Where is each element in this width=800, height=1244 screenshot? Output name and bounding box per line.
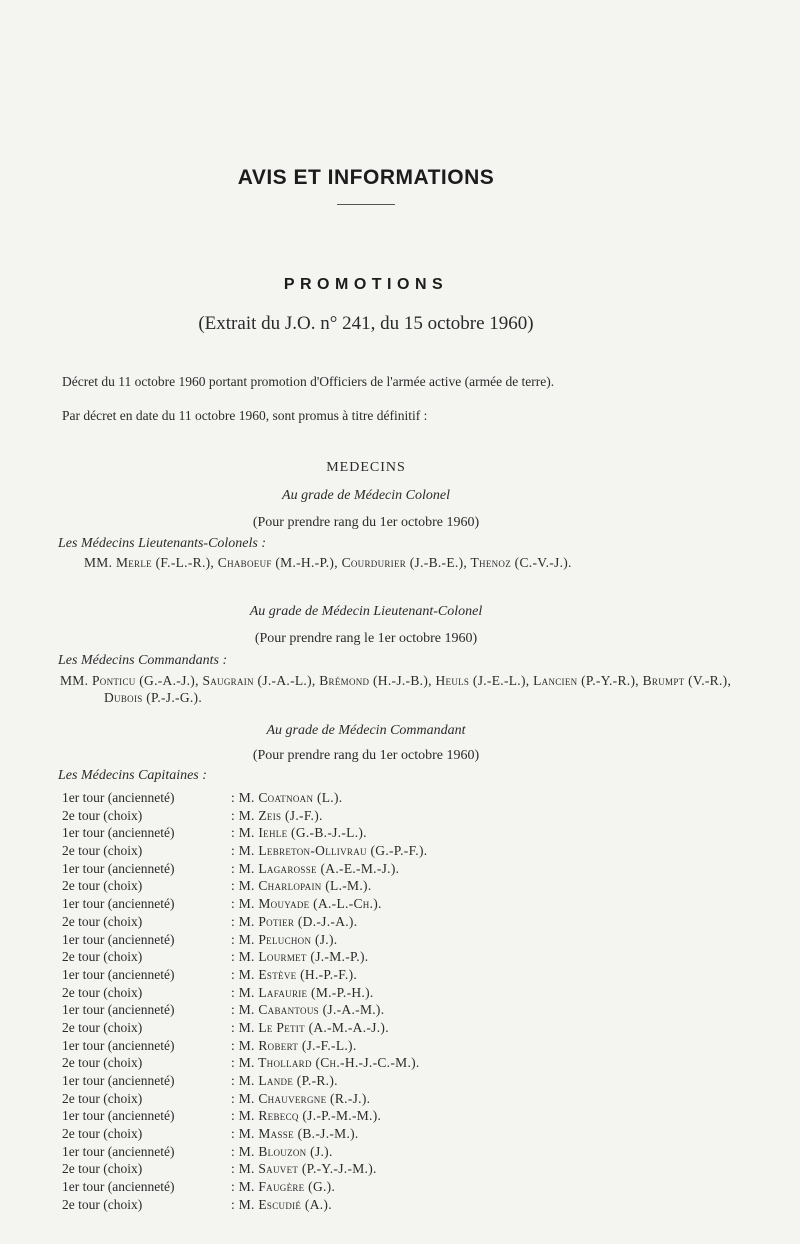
promoted-name: : M. Potier (D.-J.-A.).	[231, 913, 358, 929]
promoted-name: : M. Faugère (G.).	[231, 1179, 336, 1195]
tour-label: 1er tour (ancienneté)	[62, 1073, 175, 1088]
rank-date: (Pour prendre rang le 1er octobre 1960)	[254, 631, 478, 646]
promoted-name: : M. Sauvet (P.-Y.-J.-M.).	[231, 1161, 377, 1177]
promotion-row	[62, 966, 427, 984]
tour-label: 1er tour (ancienneté)	[62, 1108, 175, 1124]
tour-label: 2e tour (choix)	[62, 1019, 143, 1035]
tour-label: 1er tour (ancienneté)	[62, 1143, 175, 1159]
promotion-list	[62, 789, 427, 1214]
promoted-name: : M. Robert (J.-F.-L.).	[231, 1037, 357, 1053]
rank-date: (Pour prendre rang du 1er octobre 1960)	[252, 748, 480, 763]
promotion-row	[62, 1001, 427, 1019]
promotion-row	[62, 1160, 427, 1178]
grade-heading: Au grade de Médecin Colonel	[282, 488, 450, 503]
promotion-row	[62, 842, 427, 860]
promotion-row	[62, 1178, 427, 1196]
promoted-name: : M. Peluchon (J.).	[231, 931, 338, 947]
tour-label: 2e tour (choix)	[62, 1196, 143, 1212]
promoted-name: : M. Lande (P.-R.).	[231, 1073, 338, 1088]
promotion-row	[62, 807, 427, 825]
title-divider	[337, 204, 395, 205]
promoted-name: : M. Chauvergne (R.-J.).	[231, 1090, 371, 1106]
tour-label: 1er tour (ancienneté)	[62, 1002, 175, 1018]
promoted-name: : M. Cabantous (J.-A.-M.).	[231, 1002, 385, 1018]
tour-label: 1er tour (ancienneté)	[62, 931, 175, 947]
promoted-name: : M. Lebreton-Ollivrau (G.-P.-F.).	[231, 843, 428, 859]
promoted-name: : M. Lafaurie (M.-P.-H.).	[231, 984, 374, 1000]
decree-statement: Par décret en date du 11 octobre 1960, sont promus à titre définitif :	[62, 408, 428, 423]
promotion-row	[62, 1125, 427, 1143]
promotion-row	[62, 824, 427, 842]
promotion-row	[62, 948, 427, 966]
promoted-names: MM. Ponticu (G.-A.-J.), Saugrain (J.-A.-L.), Brémond (H.-J.-B.), Heuls (J.-E.-L.), Lancien (P.-Y.-R.), Brumpt (V.-R.), Dubois (P.-J.-G.).	[60, 673, 732, 705]
promotion-row	[62, 1019, 427, 1037]
tour-label: 2e tour (choix)	[62, 984, 143, 1000]
promoted-name: : M. Thollard (Ch.-H.-J.-C.-M.).	[231, 1055, 420, 1071]
promotion-row	[62, 895, 427, 913]
tour-label: 2e tour (choix)	[62, 913, 143, 929]
promotion-row	[62, 931, 427, 949]
promoted-name: : M. Masse (B.-J.-M.).	[231, 1126, 359, 1142]
promotion-row	[62, 984, 427, 1002]
group-label: Les Médecins Commandants :	[58, 653, 228, 668]
promotion-row	[62, 860, 427, 878]
page-title: AVIS ET INFORMATIONS	[237, 166, 495, 189]
promoted-name: : M. Le Petit (A.-M.-A.-J.).	[231, 1019, 389, 1035]
rank-date: (Pour prendre rang du 1er octobre 1960)	[252, 515, 480, 530]
promotion-row	[62, 1037, 427, 1055]
promoted-name: : M. Zeis (J.-F.).	[231, 807, 323, 823]
tour-label: 2e tour (choix)	[62, 1161, 143, 1177]
promoted-name: : M. Blouzon (J.).	[231, 1143, 333, 1159]
group-label: Les Médecins Capitaines :	[58, 768, 207, 783]
tour-label: 1er tour (ancienneté)	[62, 860, 175, 876]
tour-label: 1er tour (ancienneté)	[62, 1179, 175, 1195]
promotion-row	[62, 913, 427, 931]
promoted-name: : M. Estève (H.-P.-F.).	[231, 966, 358, 982]
tour-label: 2e tour (choix)	[62, 878, 143, 894]
promoted-names: MM. Merle (F.-L.-R.), Chaboeuf (M.-H.-P.), Courdurier (J.-B.-E.), Thenoz (C.-V.-J.).	[84, 555, 572, 570]
promotion-row	[62, 789, 427, 807]
promoted-name: : M. Mouyade (A.-L.-Ch.).	[231, 896, 382, 912]
promotion-row	[62, 1107, 427, 1125]
promotion-row	[62, 1143, 427, 1161]
promotion-row	[62, 877, 427, 895]
promoted-name: : M. Iehle (G.-B.-J.-L.).	[231, 825, 367, 841]
tour-label: 1er tour (ancienneté)	[62, 966, 175, 982]
promoted-name: : M. Escudié (A.).	[231, 1196, 332, 1212]
tour-label: 1er tour (ancienneté)	[62, 790, 175, 805]
group-label: Les Médecins Lieutenants-Colonels :	[58, 536, 267, 551]
promoted-name: : M. Coatnoan (L.).	[231, 790, 343, 805]
promotion-row	[62, 1090, 427, 1108]
tour-label: 1er tour (ancienneté)	[62, 896, 175, 912]
source-reference: (Extrait du J.O. n° 241, du 15 octobre 1960)	[198, 313, 534, 334]
promotion-row	[62, 1054, 427, 1072]
tour-label: 1er tour (ancienneté)	[62, 825, 175, 841]
tour-label: 2e tour (choix)	[62, 1126, 143, 1142]
corps-heading: MEDECINS	[326, 460, 406, 475]
promotion-row	[62, 1196, 427, 1214]
tour-label: 2e tour (choix)	[62, 1055, 143, 1071]
grade-heading: Au grade de Médecin Commandant	[266, 723, 466, 738]
promoted-name: : M. Lourmet (J.-M.-P.).	[231, 949, 369, 965]
tour-label: 1er tour (ancienneté)	[62, 1037, 175, 1053]
tour-label: 2e tour (choix)	[62, 843, 143, 859]
promotion-row	[62, 1072, 427, 1090]
tour-label: 2e tour (choix)	[62, 1090, 143, 1106]
promoted-name: : M. Rebecq (J.-P.-M.-M.).	[231, 1108, 382, 1124]
promoted-name: : M. Charlopain (L.-M.).	[231, 878, 372, 894]
grade-heading: Au grade de Médecin Lieutenant-Colonel	[249, 604, 483, 619]
promoted-name: : M. Lagarosse (A.-E.-M.-J.).	[231, 860, 400, 876]
section-heading: PROMOTIONS	[283, 276, 449, 293]
tour-label: 2e tour (choix)	[62, 807, 143, 823]
tour-label: 2e tour (choix)	[62, 949, 143, 965]
decree-paragraph: Décret du 11 octobre 1960 portant promotion d'Officiers de l'armée active (armée de terre).	[62, 374, 555, 389]
